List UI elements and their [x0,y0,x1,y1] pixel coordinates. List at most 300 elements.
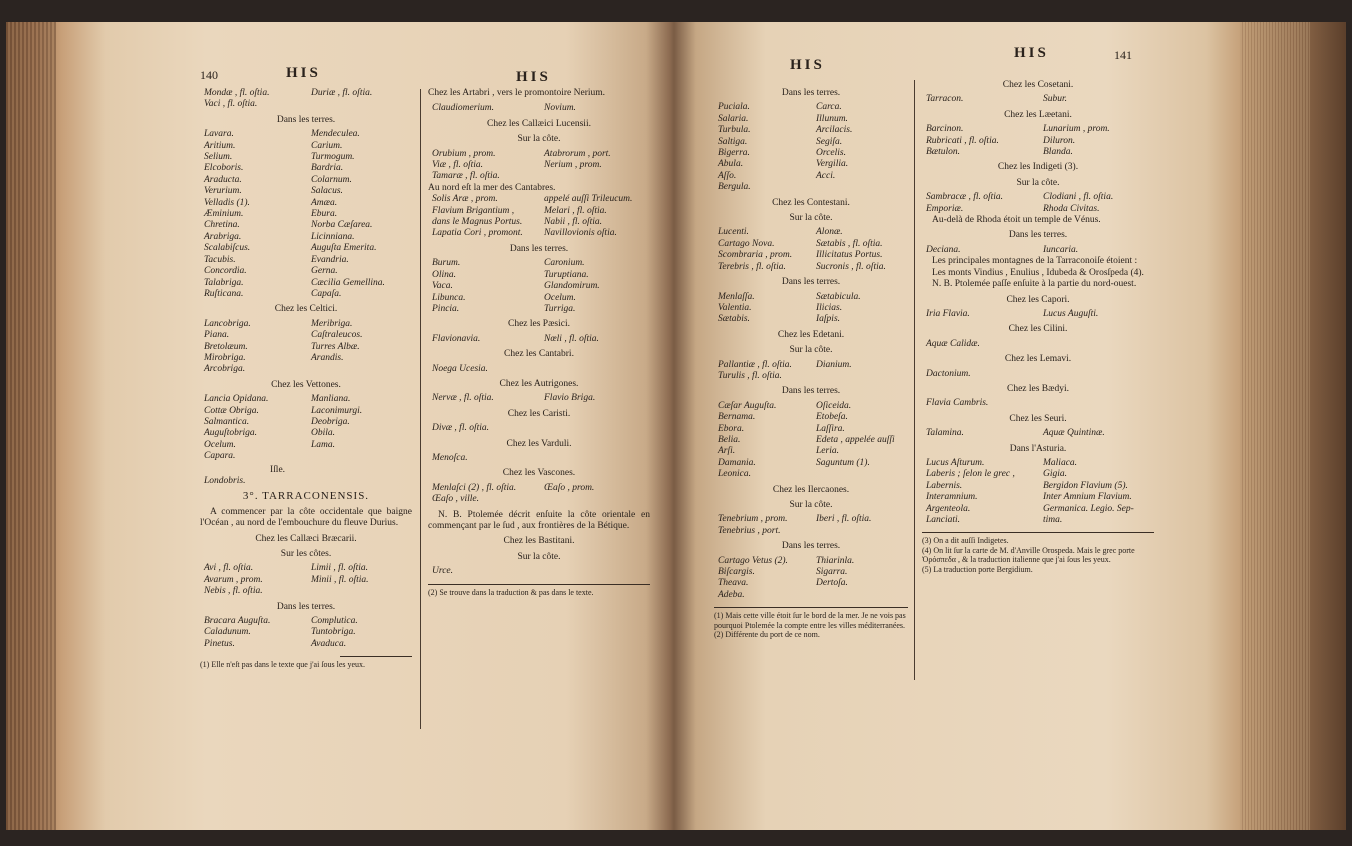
place-name: Viæ , fl. oſtia. [432,160,484,171]
place-name: Sætabicula. [816,291,861,302]
section-heading: Dans les terres. [781,541,841,552]
place-name: Thiarinla. [816,555,855,566]
paragraph: Chez les Artabri , vers le promontoire Nerium. [428,88,606,98]
place-name: Œaſo , ville. [432,494,479,505]
place-name: Flavio Briga. [544,393,596,404]
terres4-list [718,556,908,602]
section-heading: Sur la côte. [789,500,833,510]
place-name: Cottæ Obriga. [204,405,259,416]
lemavi-list [926,369,1154,380]
place-name: Bardria. [311,163,344,174]
place-name: Mirobriga. [204,352,246,363]
place-name: Valentia. [718,302,752,313]
indigeti-list [926,192,1154,215]
place-name: Tuntobriga. [311,627,356,638]
place-name [816,526,908,537]
place-name: Araducta. [204,174,242,185]
place-name: Vaca. [432,281,453,292]
place-name [544,171,650,182]
place-name: Subur. [1043,94,1068,105]
place-name: Amæa. [311,197,338,208]
place-name: Lapatia Cori , promont. [432,228,523,239]
cantabres-list [432,194,650,240]
place-name: Leonica. [718,469,751,480]
place-name: Barcinon. [926,124,964,135]
place-name: Sætabis , fl. oſtia. [816,238,883,249]
place-name: Puciala. [718,102,750,113]
place-name: Leria. [816,446,839,457]
place-name: Rhoda Civitas. [1043,203,1100,214]
ilercaones-cote-list [718,514,908,537]
section-title: 3°. TARRACONENSIS. [242,490,370,503]
place-name: Laſſira. [816,423,845,434]
place-name: Carium. [311,140,343,151]
place-name: Lancobriga. [204,318,251,329]
section-heading: Chez les Caristi. [507,408,571,419]
place-name: Saltiga. [718,136,748,147]
section-heading: Chez les Edetani. [777,329,845,340]
paragraph: N. B. Ptolemée décrit enſuite la côte orientale en commençant par le ſud , aux frontières de la Bétique. [428,509,650,531]
place-name: Segiſa. [816,136,843,147]
place-name: Atabrorum , port. [544,148,611,159]
place-name: Menoſca. [432,452,468,463]
isle-heading: Iſle. [270,464,286,475]
section-heading: Chez les Vettones. [271,379,341,390]
place-name [1043,398,1154,409]
place-name: Bracara Auguſta. [204,616,271,627]
place-name: Ruſticana. [204,288,244,299]
place-name: Sigarra. [816,567,848,578]
place-name: Complutica. [311,616,358,627]
place-name: Deciana. [926,244,961,255]
place-name: Cæcilia Gemellina. [311,277,385,288]
place-name: Biſcargis. [718,567,755,578]
place-name: Flavia Cambris. [926,398,989,409]
laeetani-list [926,124,1154,158]
section-heading: Dans les terres. [276,601,336,612]
celtici-list [204,319,412,376]
place-name: Lama. [311,439,336,450]
place-name: Flavium Brigantium , [432,205,515,216]
place-name: Cartago Nova. [718,238,775,249]
running-head: HIS [790,57,825,73]
section-heading: Chez les Varduli. [506,438,572,449]
place-name: dans le Magnus Portus. [432,217,523,228]
place-name: Turbula. [718,125,751,136]
left-page-edges [6,22,56,830]
place-name: Edeta , appelée auſſi [816,434,895,445]
place-name: Saguntum (1). [816,457,870,468]
isle-name: Londobris. [204,476,246,486]
place-name: Verurium. [204,186,242,197]
place-name [311,586,412,597]
varduli-list [432,453,650,464]
footnote: (1) Elle n'eſt pas dans le texte que j'ai ſous les yeux. [200,660,366,670]
terres-list [718,102,908,193]
running-head: HIS [1014,45,1049,61]
place-name: Salmantica. [204,416,250,427]
section-heading: Chez les Vascones. [502,468,576,479]
place-name: Nebis , fl. oſtia. [204,586,263,597]
cosetani-list [926,94,1154,105]
place-name: Theava. [718,578,749,589]
place-name: Damania. [718,457,756,468]
place-name: Concordia. [204,266,247,277]
place-name: Bergula. [718,182,751,193]
section-heading: Chez les Seuri. [1009,413,1067,424]
place-name: Bætulon. [926,147,961,158]
place-name: Terebris , fl. oſtia. [718,261,786,272]
place-name: Caladunum. [204,627,251,638]
place-name: Sambracæ , fl. oſtia. [926,192,1004,203]
section-heading: Chez les Læetani. [1004,109,1072,120]
place-name: Ebura. [311,209,338,220]
place-name: Lucenti. [718,227,749,238]
place-name: Ocelum. [204,439,236,450]
place-name: Auguſtobriga. [204,428,258,439]
place-name: Caronium. [544,258,585,269]
place-name: Velladis (1). [204,197,250,208]
section-heading: Dans les terres. [276,114,336,125]
place-name: Scalabiſcus. [204,243,251,254]
section-heading: Chez les Bædyi. [1006,383,1069,394]
place-name: Manliana. [311,394,351,405]
section-heading: Chez les Celtici. [274,304,338,315]
section-heading: Dans les terres. [781,277,841,288]
place-name: Obila. [311,428,336,439]
place-name: Argenteola. [926,503,971,514]
page-number: 141 [1114,48,1132,62]
place-name [544,423,650,434]
terres-list [926,245,1154,256]
place-name: Licinniana. [311,231,355,242]
place-name: Tamaræ , fl. oſtia. [432,171,500,182]
section-heading: Chez les Bastitani. [503,536,575,547]
place-name: Pallantiæ , fl. oſtia. [718,359,792,370]
footnote-rule [340,656,412,657]
place-name: Carca. [816,102,842,113]
section-heading: Chez les Contestani. [772,197,850,208]
footnote-rule [922,532,1154,533]
place-name: Ebora. [718,423,745,434]
place-name: Orcelis. [816,148,846,159]
place-name: Olina. [432,269,457,280]
place-name: Colarnum. [311,174,352,185]
footnote: (1) Mais cette ville étoit ſur le bord de la mer. Je ne vois pas pourquoi Ptolemée la compte entre les villes méditerranées. [714,611,906,630]
place-name [544,494,650,505]
place-name: Illunum. [816,113,848,124]
place-name: Salaria. [718,113,749,124]
place-name: Dactonium. [926,368,971,379]
place-name: Emporiæ. [926,203,964,214]
place-name: Iria Flavia. [926,308,970,319]
section-heading: Dans les terres. [1008,230,1068,241]
place-name: Aquæ Calidæ. [926,338,980,349]
place-name: Talabriga. [204,277,244,288]
place-name: Ocelum. [544,292,576,303]
place-name: Æminium. [204,209,244,220]
place-name: Labernis. [926,480,963,491]
place-name: Norba Cæſarea. [311,220,373,231]
left-column-b [428,88,650,597]
autrigones-list [432,393,650,404]
paragraph: Les monts Vindius , Enulius , Idubeda & Orosſpeda (4). [932,267,1144,278]
place-name: Etobeſa. [816,412,848,423]
place-name: Lunarium , prom. [1043,124,1110,135]
place-name: Lanciati. [926,515,961,525]
paragraph: Au-delà de Rhoda étoit un temple de Vénus. [932,215,1101,226]
place-name: Menlaſſa. [718,291,755,302]
place-name: Iuncaria. [1043,244,1079,255]
place-name: Nabii , fl. oſtia. [544,217,603,228]
edetani-cote-list [718,360,908,383]
place-name: Clodiani , fl. oſtia. [1043,192,1114,203]
footnote-rule [714,607,908,608]
place-name: Bretolæum. [204,341,248,352]
place-name: Duriæ , fl. oſtia. [311,88,373,98]
place-name: Turmogum. [311,152,355,163]
place-name: Salacus. [311,186,343,197]
section-heading: Chez les Lemavi. [1004,354,1072,365]
place-name: Chretina. [204,220,240,231]
place-name: Arcilacis. [816,125,853,136]
section-heading: Chez les Ilercaones. [772,484,850,495]
place-name: Orubium , prom. [432,148,496,159]
place-name: Cæſar Auguſta. [718,400,777,411]
place-name [816,469,908,480]
place-name: Sætabis. [718,314,750,325]
place-name: Ilicias. [816,302,843,313]
running-head: HIS [286,65,321,81]
section-heading: Dans les terres. [781,386,841,397]
section-heading: Chez les Callæici Lucensii. [487,118,591,129]
place-name: Turres Albæ. [311,341,360,352]
place-name: Interamnium. [926,492,978,503]
cote-list [432,149,650,183]
left-column-a [200,88,412,670]
place-name: Illicitatus Portus. [816,250,883,261]
section-heading: Sur la côte. [517,551,561,562]
place-name: Laberis ; ſelon le grec , [926,469,1015,480]
paragraph: N. B. Ptolemée paſſe enſuite à la partie du nord-ouest. [932,279,1137,290]
place-name: Claudiomerium. [432,103,495,114]
place-name: Laconimurgi. [311,405,363,416]
vettones-list [204,394,412,462]
footnote-rule [428,584,650,585]
place-name: Minii , fl. oſtia. [311,574,369,585]
place-name: Meribriga. [311,318,353,329]
paragraph: Au nord eſt la mer des Cantabres. [428,182,556,193]
place-name: Arcobriga. [204,364,246,375]
place-name [544,453,650,464]
place-name: Lavara. [204,129,234,140]
place-name: Divæ , fl. oſtia. [432,423,489,434]
paesici-list [432,334,650,345]
place-name: Iaſpis. [816,314,841,325]
place-name: Turuptiana. [544,269,589,280]
place-name: Blanda. [1043,147,1073,158]
place-name: Gerna. [311,266,338,277]
place-name: Auguſta Emerita. [311,243,377,254]
place-name: Aquæ Quintinæ. [1043,428,1105,439]
column-divider [914,80,915,680]
footnote: (2) Se trouve dans la traduction & pas dans le texte. [428,587,594,597]
place-name: Mondæ , fl. oſtia. [204,88,270,98]
place-name: Sucronis , fl. oſtia. [816,261,886,272]
place-name: Caſtraleucos. [311,330,363,341]
place-name: Solis Aræ , prom. [432,194,498,205]
section-heading: Sur la côte. [789,345,833,356]
place-name: Noega Ucesia. [432,363,488,374]
place-name: Arabriga. [204,231,242,242]
place-name: Lucus Aſturum. [926,457,985,468]
section-heading: Sur la côte. [517,134,561,145]
place-name [1043,339,1154,350]
right-column-b [922,76,1154,574]
place-name: Pincia. [432,303,460,314]
place-name: Novium. [544,103,576,114]
seuri-list [926,428,1154,439]
cantabri-list [432,364,650,375]
place-name [311,364,412,375]
place-name: Nœli , fl. oſtia. [544,333,599,344]
section-heading: Sur la côte. [1016,177,1060,188]
place-name: Avarum , prom. [204,574,263,585]
place-name: Lucus Auguſti. [1043,308,1099,319]
place-name: Flavionavia. [432,333,481,344]
place-name: Bernama. [718,412,756,423]
section-heading: Chez les Capori. [1006,294,1070,305]
place-name [816,371,908,382]
place-name: Turulis , fl. oſtia. [718,370,782,381]
section-heading: Chez les Autrigones. [499,378,579,389]
place-name: Dertoſa. [816,578,848,589]
asturia-list [926,458,1154,526]
place-name: Aritium. [204,140,236,151]
place-name [816,590,908,601]
place-name: Belia. [718,434,741,445]
place-name: Elcoboris. [204,163,244,174]
artabri-list [432,103,650,114]
terres-list [204,129,412,300]
terres-list [432,258,650,315]
place-name: Navillovionis oſtia. [544,228,617,239]
paragraph: A commencer par la côte occidentale que baigne l'Océan , au nord de l'embouchure du fleuve Durius. [200,506,412,529]
footnote: (3) On a dit auſſi Indigetes. [922,536,1009,546]
place-name: Piana. [204,330,230,341]
place-name: Adeba. [718,589,745,600]
terres2-list [718,292,908,326]
place-name: Diluron. [1043,135,1076,146]
place-name: Lancia Opidana. [204,394,269,405]
place-name: Maliaca. [1043,457,1078,468]
place-name: Œaſo , prom. [544,482,595,493]
place-name [311,99,412,110]
place-name [816,182,908,193]
place-name: Deobriga. [311,416,350,427]
vascones-list [432,483,650,506]
place-name: Abula. [718,159,744,170]
place-name: Vaci , fl. oſtia. [204,99,258,110]
place-name: Tenebrius , port. [718,525,781,536]
paragraph: Les principales montagnes de la Tarraconoiſe étoient : [932,256,1138,267]
place-name: appelé auſſi Trileucum. [544,194,633,205]
terres3-list [718,401,908,481]
footnote: (2) Différente du port de ce nom. [714,630,820,640]
place-name: tima. [1043,515,1063,525]
place-name: Tenebrium , prom. [718,514,788,525]
capori-list [926,309,1154,320]
place-name: Scombraria , prom. [718,250,793,261]
section-heading: Sur la côte. [789,213,833,224]
place-name: Acci. [816,170,836,181]
cotes-list [204,563,412,597]
place-name: Arſi. [718,446,736,457]
page-number: 140 [200,68,218,82]
place-name: Avaduca. [311,638,347,649]
place-name: Oſiceida. [816,400,852,411]
section-heading: Sur les côtes. [280,549,332,560]
place-name: Capaſa. [311,288,342,299]
place-name: Nerium , prom. [544,160,602,171]
place-name: Cartago Vetus (2). [718,555,788,566]
section-heading: Chez les Pæsici. [507,319,570,330]
section-heading: Dans les terres. [781,88,841,98]
footnote: (4) On lit ſur la carte de M. d'Anville Orospeda. Mais le grec porte Ὀρόσπεδα , & la traduction italienne que j'ai ſous les yeux. [922,545,1135,565]
place-name: Glandomirum. [544,281,600,292]
place-name: Tarracon. [926,94,964,105]
place-name: Bigerra. [718,148,750,159]
cote-list [718,227,908,273]
place-name: Iberi , fl. oſtia. [816,514,872,525]
place-name: Nervæ , fl. oſtia. [432,393,494,404]
place-name: Capara. [204,451,236,462]
place-name: Selium. [204,152,233,163]
place-name: Evandria. [311,254,349,265]
section-heading: Dans les terres. [509,243,569,254]
footnote: (5) La traduction porte Bergidium. [922,564,1033,574]
place-name: Pinetus. [204,638,235,649]
terres2-list [204,616,412,650]
caristi-list [432,423,650,434]
section-heading: Chez les Cantabri. [504,349,574,360]
place-name: Aſſo. [718,170,737,181]
place-name: Rubricati , fl. oſtia. [926,135,999,146]
place-name: Libunca. [432,292,466,303]
cilini-list [926,339,1154,350]
right-column-a [714,84,908,640]
place-name [311,451,412,462]
place-name: Bergidon Flavium (5). [1043,480,1128,491]
place-name: Burum. [432,258,461,269]
column-divider [420,89,421,729]
section-heading: Dans l'Asturia. [1009,443,1067,454]
place-name: Melari , fl. oſtia. [544,205,607,216]
place-name: Vergilia. [816,159,849,170]
right-page-edges [1240,22,1310,830]
running-head: HIS [516,69,551,85]
section-heading: Chez les Callæci Bræcarii. [255,533,357,544]
place-name: Limii , fl. oſtia. [311,563,369,574]
place-name: Gigia. [1043,469,1068,480]
section-heading: Chez les Cilini. [1008,324,1068,335]
top-list [204,88,412,111]
section-heading: Chez les Cosetani. [1002,80,1074,90]
baedyi-list [926,398,1154,409]
place-name: Urce. [432,566,454,577]
place-name: Germanica. Legio. Sep- [1043,503,1134,514]
place-name: Tacubis. [204,254,236,265]
